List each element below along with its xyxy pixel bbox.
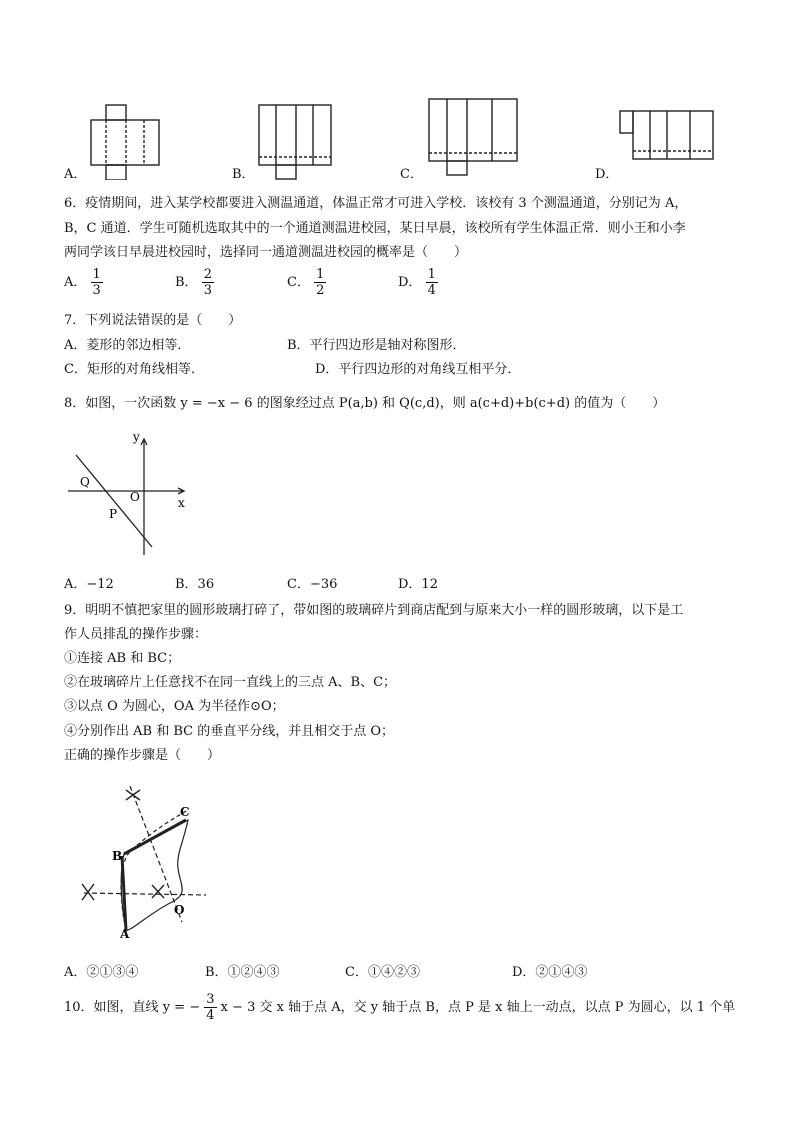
q9-figure	[64, 770, 224, 940]
q9-option-b[interactable]: B．①②④③	[205, 965, 280, 980]
q6-option-a[interactable]	[64, 267, 103, 298]
q8-stem: 8．如图，一次函数 y = −x − 6 的图象经过点 P(a,b) 和 Q(c,d)，则 a(c+d)+b(c+d) 的值为（ ）	[64, 396, 666, 411]
q5-option-a[interactable]: A．	[64, 167, 87, 182]
option-label: D．	[398, 275, 422, 290]
q8-option-c[interactable]: C．−36	[287, 577, 338, 592]
fraction	[202, 267, 214, 298]
denominator: 4	[427, 283, 436, 298]
q9-line-1: 9．明明不慎把家里的圆形玻璃打碎了，带如图的玻璃碎片到商店配到与原来大小一样的圆形玻璃，以下是工	[64, 603, 684, 618]
q6-option-b[interactable]	[175, 267, 214, 298]
denominator: 4	[206, 1008, 215, 1023]
numerator: 1	[92, 267, 101, 282]
q5-option-c[interactable]: C．	[400, 167, 423, 182]
fraction	[204, 992, 216, 1023]
point-q-label: Q	[80, 475, 90, 489]
q5-figure-b	[259, 105, 331, 179]
x-axis-label: x	[178, 496, 185, 510]
q6-line-1: 6．疫情期间，进入某学校都要进入测温通道，体温正常才可进入学校．该校有 3 个测温通道，分别记为 A，	[64, 196, 688, 211]
label-c: C	[180, 805, 190, 819]
q8-figure	[64, 425, 194, 560]
perp-bisector-bc	[130, 786, 185, 922]
q7-stem: 7．下列说法错误的是（ ）	[64, 313, 242, 328]
point-p-label: P	[109, 507, 118, 521]
q8-option-d[interactable]: D．12	[398, 577, 438, 592]
arc-mark-left	[82, 884, 94, 900]
q9-ask: 正确的操作步骤是（ ）	[64, 748, 221, 763]
label-a: A	[120, 927, 130, 940]
denominator: 2	[316, 283, 325, 298]
q9-step-3: ③以点 O 为圆心，OA 为半径作⊙O；	[64, 699, 285, 714]
denominator: 3	[203, 283, 212, 298]
fraction	[314, 267, 326, 298]
numerator: 3	[206, 992, 215, 1007]
option-label: B．	[175, 275, 198, 290]
option-label: A．	[64, 275, 87, 290]
q5-figure-c	[429, 99, 517, 175]
q9-step-4: ④分别作出 AB 和 BC 的垂直平分线，并且相交于点 O；	[64, 724, 395, 739]
q6-line-2: B，C 通道．学生可随机选取其中的一个通道测温进校园，某日早晨，该校所有学生体温正常．则小王和小李	[64, 221, 686, 236]
label-b: B	[112, 849, 123, 863]
q7-option-d[interactable]: D．平行四边形的对角线互相平分．	[315, 362, 521, 377]
option-label: C．	[287, 275, 310, 290]
q8-option-b[interactable]: B．36	[175, 577, 215, 592]
function-line	[76, 455, 152, 547]
q9-line-2: 作人员排乱的操作步骤：	[64, 627, 208, 642]
q7-option-b[interactable]: B．平行四边形是轴对称图形．	[287, 338, 466, 353]
segment-bc	[124, 820, 186, 854]
q6-line-3: 两同学该日早晨进校园时，选择同一通道测温进校园的概率是（ ）	[64, 245, 468, 260]
denominator: 3	[92, 283, 101, 298]
arc-mark-right	[152, 885, 164, 898]
q5-option-d[interactable]: D．	[595, 167, 619, 182]
q7-option-a[interactable]: A．菱形的邻边相等．	[64, 338, 191, 353]
q10-suffix: x − 3 交 x 轴于点 A，交 y 轴于点 B，点 P 是 x 轴上一动点，以点 P 为圆心，以 1 个单	[220, 1000, 736, 1015]
q9-option-d[interactable]: D．②①④③	[512, 965, 588, 980]
q7-option-c[interactable]: C．矩形的对角线相等．	[64, 362, 204, 377]
numerator: 1	[316, 267, 325, 282]
q10-stem	[64, 992, 735, 1023]
numerator: 1	[427, 267, 436, 282]
q10-y-equals: y = −	[162, 1000, 201, 1015]
q5-option-b[interactable]: B．	[232, 167, 255, 182]
label-o: O	[174, 903, 185, 917]
q6-option-c[interactable]	[287, 267, 326, 298]
q9-option-c[interactable]: C．①④②③	[345, 965, 420, 980]
q5-figure-d	[620, 111, 713, 159]
perp-bisector-ab	[84, 893, 206, 895]
q10-prefix: 10．如图，直线	[64, 1000, 159, 1015]
origin-label: O	[130, 490, 140, 504]
fraction	[91, 267, 103, 298]
q5-figure-a	[91, 105, 159, 180]
numerator: 2	[203, 267, 212, 282]
fraction	[426, 267, 438, 298]
q9-step-1: ①连接 AB 和 BC；	[64, 651, 181, 666]
q8-option-a[interactable]: A．−12	[64, 577, 114, 592]
q6-option-d[interactable]	[398, 267, 438, 298]
arc-mark-top	[126, 790, 140, 800]
segment-ab	[122, 856, 126, 930]
y-axis-label: y	[133, 430, 140, 444]
q9-step-2: ②在玻璃碎片上任意找不在同一直线上的三点 A、B、C；	[64, 675, 397, 690]
q9-option-a[interactable]: A．②①③④	[64, 965, 139, 980]
